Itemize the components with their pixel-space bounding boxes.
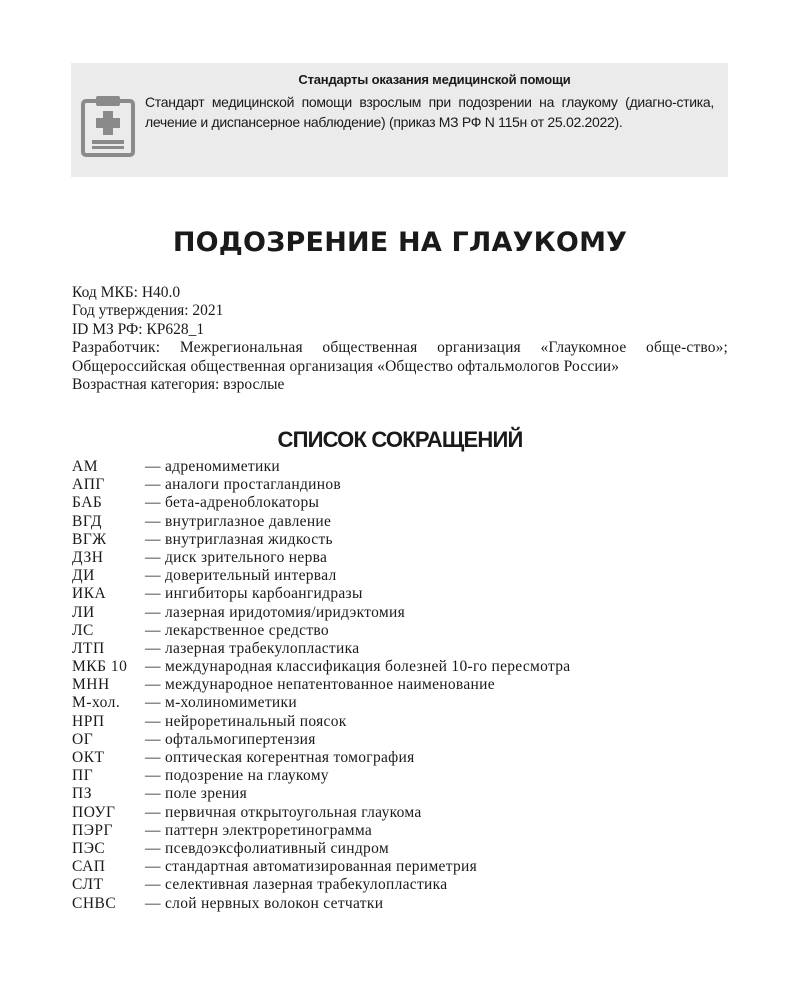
abbreviation-code: МКБ 10 — [72, 658, 128, 676]
abbreviation-row — [72, 476, 732, 494]
standards-text: Стандарт медицинской помощи взрослым при подозрении на глаукому (диагно-стика, лечение и диспансерное наблюдение) (приказ МЗ РФ N 115н от 25.02.2022). — [145, 94, 714, 130]
abbreviation-definition: — нейроретинальный поясок — [145, 712, 347, 730]
abbreviation-code: ДЗН — [72, 548, 104, 566]
abbreviation-definition: — диск зрительного нерва — [145, 548, 328, 566]
abbreviation-definition: — внутриглазная жидкость — [145, 530, 333, 548]
abbreviation-row — [72, 604, 732, 622]
standards-box — [71, 63, 728, 177]
abbreviation-code: ДИ — [72, 567, 95, 585]
abbreviation-code: М-хол. — [72, 694, 121, 712]
abbreviation-definition: — адреномиметики — [145, 458, 281, 475]
abbreviation-row — [72, 494, 732, 512]
abbreviation-row — [72, 549, 732, 567]
abbreviation-code: ПЗ — [72, 785, 92, 803]
abbreviation-definition: — аналоги простагландинов — [145, 476, 342, 494]
ministry-id: ID МЗ РФ: КР628_1 — [72, 320, 205, 338]
abbreviation-code: ЛИ — [72, 603, 95, 621]
abbreviation-code: ОГ — [72, 730, 94, 748]
abbreviation-code: ПГ — [72, 767, 94, 785]
age-category: Возрастная категория: взрослые — [72, 376, 285, 394]
abbreviation-row — [72, 840, 732, 858]
abbreviation-code: ИКА — [72, 585, 107, 603]
abbreviation-definition: — бета-адреноблокаторы — [145, 494, 320, 512]
abbreviation-definition: — доверительный интервал — [145, 567, 337, 585]
abbreviation-row — [72, 458, 732, 476]
abbreviation-definition: — селективная лазерная трабекулопластика — [145, 876, 448, 894]
abbreviation-code: ОКТ — [72, 749, 105, 766]
abbreviation-code: ПОУГ — [72, 803, 116, 821]
abbreviation-row — [72, 895, 732, 913]
abbreviation-row — [72, 622, 732, 640]
abbreviation-row — [72, 858, 732, 876]
abbreviation-row — [72, 713, 732, 731]
abbreviation-definition: — стандартная автоматизированная периметрия — [145, 858, 478, 876]
abbreviations-title: СПИСОК СОКРАЩЕНИЙ — [277, 427, 523, 452]
abbreviation-row — [72, 785, 732, 803]
abbreviation-code: ПЭС — [72, 839, 106, 857]
abbreviation-code: БАБ — [72, 494, 103, 512]
abbreviation-definition: — псевдоэксфолиативный синдром — [145, 839, 389, 857]
standards-title: Стандарты оказания медицинской помощи — [298, 72, 571, 87]
abbreviation-code: НРП — [72, 712, 105, 730]
abbreviation-code: АМ — [72, 458, 98, 475]
abbreviation-definition: — внутриглазное давление — [145, 512, 332, 530]
abbreviation-definition: — м-холиномиметики — [145, 694, 297, 712]
abbreviation-code: ЛС — [72, 621, 94, 639]
abbreviation-code: ПЭРГ — [72, 821, 114, 839]
abbreviation-row — [72, 694, 732, 712]
approval-year: Год утверждения: 2021 — [72, 302, 224, 320]
page-title: ПОДОЗРЕНИЕ НА ГЛАУКОМУ — [172, 227, 628, 258]
abbreviation-code: ВГД — [72, 512, 103, 530]
abbreviation-definition: — поле зрения — [145, 785, 248, 803]
abbreviation-definition: — офтальмогипертензия — [145, 730, 316, 748]
developer: Разработчик: Межрегиональная общественная организация «Глаукомное обще-ство»; Общероссийская общественная организация «Общество офтальмологов России» — [72, 339, 728, 375]
abbreviation-definition: — подозрение на глаукому — [145, 767, 329, 785]
abbreviation-definition: — оптическая когерентная томография — [145, 749, 415, 766]
abbreviation-row — [72, 767, 732, 785]
abbreviation-row — [72, 749, 732, 767]
abbreviation-definition: — лазерная иридотомия/иридэктомия — [145, 603, 406, 621]
abbreviation-definition: — ингибиторы карбоангидразы — [145, 585, 363, 603]
abbreviation-code: АПГ — [72, 476, 105, 494]
icd-code: Код МКБ: H40.0 — [72, 284, 181, 301]
abbreviation-row — [72, 513, 732, 531]
abbreviation-row — [72, 804, 732, 822]
clipboard-medical-icon — [80, 95, 136, 157]
abbreviation-definition: — лекарственное средство — [145, 621, 329, 639]
abbreviation-code: ВГЖ — [72, 530, 107, 548]
abbreviation-row — [72, 567, 732, 585]
abbreviation-code: ЛТП — [72, 639, 105, 657]
abbreviation-definition: — международная классификация болезней 10-го пересмотра — [145, 658, 571, 676]
abbreviation-row — [72, 640, 732, 658]
abbreviation-definition: — первичная открытоугольная глаукома — [145, 803, 422, 821]
abbreviation-definition: — паттерн электроретинограмма — [145, 821, 373, 839]
abbreviation-row — [72, 822, 732, 840]
abbreviation-row — [72, 676, 732, 694]
abbreviation-definition: — международное непатентованное наименование — [145, 676, 495, 694]
abbreviation-code: СНВС — [72, 894, 117, 912]
abbreviation-definition: — слой нервных волокон сетчатки — [145, 894, 384, 912]
abbreviation-definition: — лазерная трабекулопластика — [145, 639, 360, 657]
document-meta — [72, 284, 728, 394]
abbreviation-row — [72, 658, 732, 676]
abbreviation-code: СЛТ — [72, 876, 104, 894]
abbreviations-list — [72, 458, 732, 913]
abbreviation-row — [72, 731, 732, 749]
abbreviation-code: МНН — [72, 676, 110, 694]
abbreviation-row — [72, 876, 732, 894]
abbreviation-code: САП — [72, 858, 106, 876]
abbreviation-row — [72, 531, 732, 549]
abbreviation-row — [72, 585, 732, 603]
